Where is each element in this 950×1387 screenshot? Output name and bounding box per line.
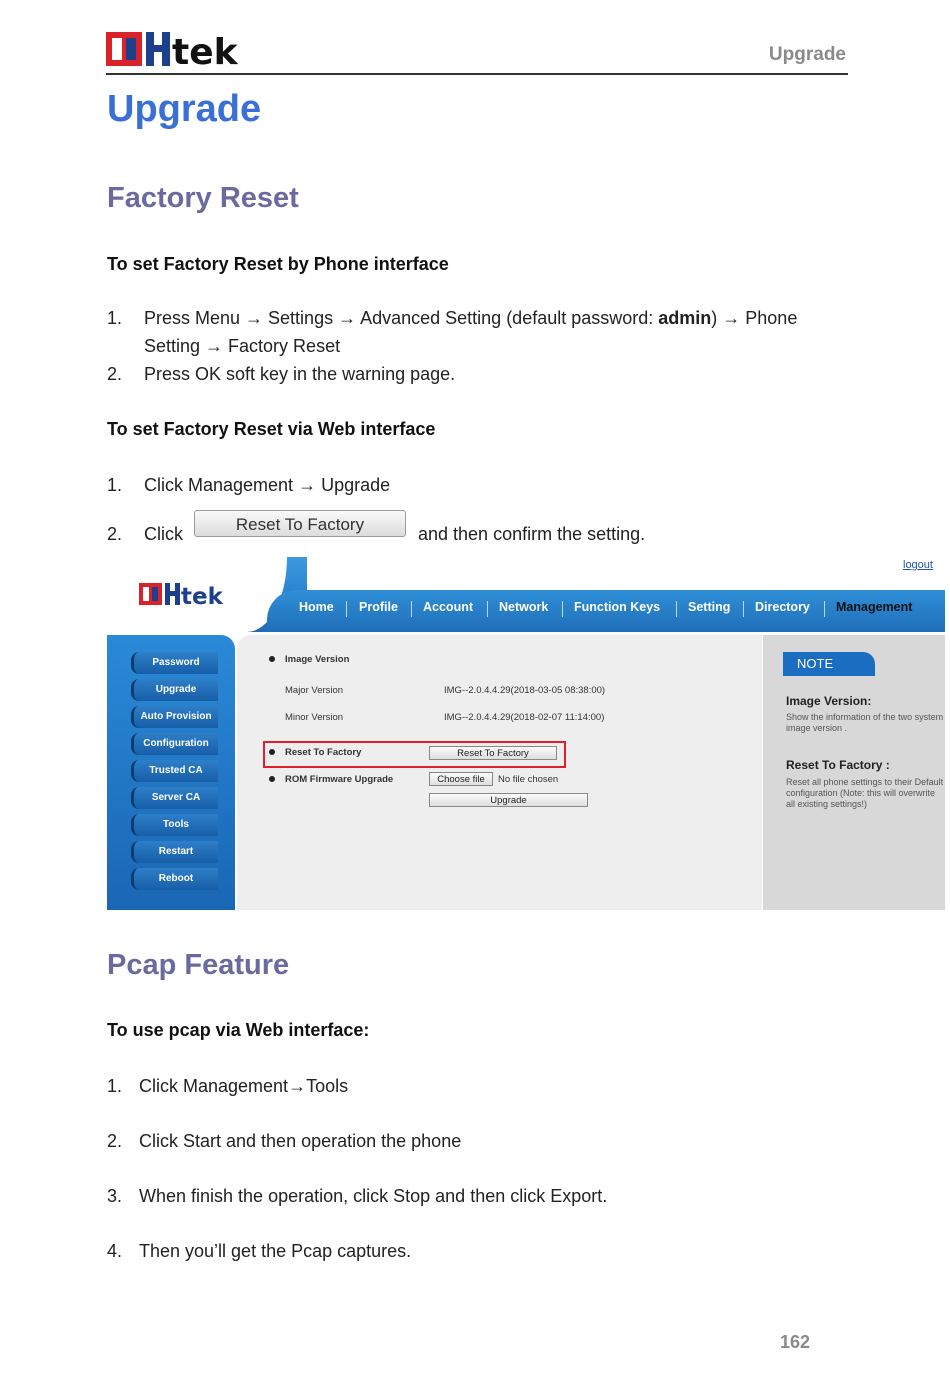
phone-heading: To set Factory Reset by Phone interface (107, 254, 449, 274)
reset-to-factory-label: Reset To Factory (285, 747, 362, 758)
nav-separator (487, 601, 488, 617)
htek-logo-small (139, 581, 241, 607)
note-reset-heading: Reset To Factory : (786, 758, 890, 772)
web-heading: To set Factory Reset via Web interface (107, 419, 436, 439)
bullet-icon (269, 776, 275, 782)
running-title: Upgrade (768, 44, 846, 65)
choose-file-button[interactable]: Choose file (429, 772, 493, 786)
pcap-step-3: 3. When finish the operation, click Stop and then click Export. (107, 1186, 608, 1206)
note-panel (763, 635, 945, 910)
web-ui-screenshot (107, 557, 945, 910)
minor-version-value: IMG--2.0.4.4.29(2018-02-07 11:14:00) (444, 712, 605, 723)
upgrade-button[interactable]: Upgrade (429, 793, 588, 807)
minor-version-label: Minor Version (285, 712, 344, 723)
highlight-box (263, 741, 566, 768)
sidebar-item-reboot[interactable]: Reboot (131, 868, 218, 890)
note-image-version-text: Show the information of the two system image version . (786, 712, 944, 733)
phone-step-2: 2. Press OK soft key in the warning page. (107, 364, 456, 384)
section-title-factory-reset: Factory Reset (107, 182, 299, 214)
nav-home[interactable]: Home (299, 600, 334, 614)
header-rule (106, 73, 848, 75)
sidebar-item-auto-provision[interactable]: Auto Provision (131, 706, 218, 728)
image-version-label: Image Version (285, 654, 350, 665)
pcap-step-2: 2. Click Start and then operation the phone (107, 1131, 462, 1151)
sidebar-item-upgrade[interactable]: Upgrade (131, 679, 218, 701)
nav-separator (562, 601, 563, 617)
nav-separator (676, 601, 677, 617)
content-panel (237, 635, 762, 910)
sidebar-item-tools[interactable]: Tools (131, 814, 218, 836)
nav-directory[interactable]: Directory (755, 600, 810, 614)
sidebar-item-trusted-ca[interactable]: Trusted CA (131, 760, 218, 782)
pcap-step-4: 4. Then you’ll get the Pcap captures. (107, 1241, 412, 1261)
nav-separator (346, 601, 347, 617)
sidebar-item-server-ca[interactable]: Server CA (131, 787, 218, 809)
page-number: 162 (779, 1332, 810, 1352)
sidebar-item-configuration[interactable]: Configuration (131, 733, 218, 755)
reset-to-factory-button[interactable]: Reset To Factory (429, 746, 557, 760)
note-reset-text: Reset all phone settings to their Default configuration (Note: this will overwrite all existing settings!) (786, 777, 944, 809)
bullet-icon (269, 656, 275, 662)
nav-setting[interactable]: Setting (688, 600, 731, 614)
logout-link[interactable]: logout (903, 559, 933, 571)
svg-text:tek: tek (181, 584, 223, 607)
note-tab: NOTE (783, 652, 875, 676)
sidebar-item-password[interactable]: Password (131, 652, 218, 674)
note-image-version-heading: Image Version: (786, 694, 872, 708)
web-step-2: 2. Click (107, 524, 183, 544)
page-title: Upgrade (107, 88, 262, 130)
phone-step-1: 1. Press Menu → Settings → Advanced Setting (default password: admin) → Phone (107, 308, 798, 328)
htek-logo (106, 30, 266, 68)
logo-text: tek (172, 32, 238, 68)
reset-to-factory-button-image: Reset To Factory (194, 510, 406, 537)
web-step-2-tail: and then confirm the setting. (418, 524, 646, 544)
nav-management[interactable]: Management (836, 600, 913, 614)
pcap-heading: To use pcap via Web interface: (107, 1020, 370, 1040)
nav-separator (743, 601, 744, 617)
nav-separator (824, 601, 825, 617)
sidebar (107, 635, 235, 910)
major-version-value: IMG--2.0.4.4.29(2018-03-05 08:38:00) (444, 685, 606, 696)
nav-separator (411, 601, 412, 617)
nav-function-keys[interactable]: Function Keys (574, 600, 661, 614)
sidebar-item-restart[interactable]: Restart (131, 841, 218, 863)
major-version-label: Major Version (285, 685, 344, 696)
pcap-step-1: 1. Click Management→Tools (107, 1076, 349, 1096)
nav-profile[interactable]: Profile (359, 600, 398, 614)
web-step-1: 1. Click Management → Upgrade (107, 475, 391, 495)
section-title-pcap: Pcap Feature (107, 949, 290, 981)
nav-account[interactable]: Account (423, 600, 473, 614)
nav-network[interactable]: Network (499, 600, 549, 614)
phone-step-1-line2: Setting → Factory Reset (144, 336, 341, 356)
rom-firmware-upgrade-label: ROM Firmware Upgrade (285, 774, 394, 785)
no-file-chosen-text: No file chosen (498, 774, 559, 785)
